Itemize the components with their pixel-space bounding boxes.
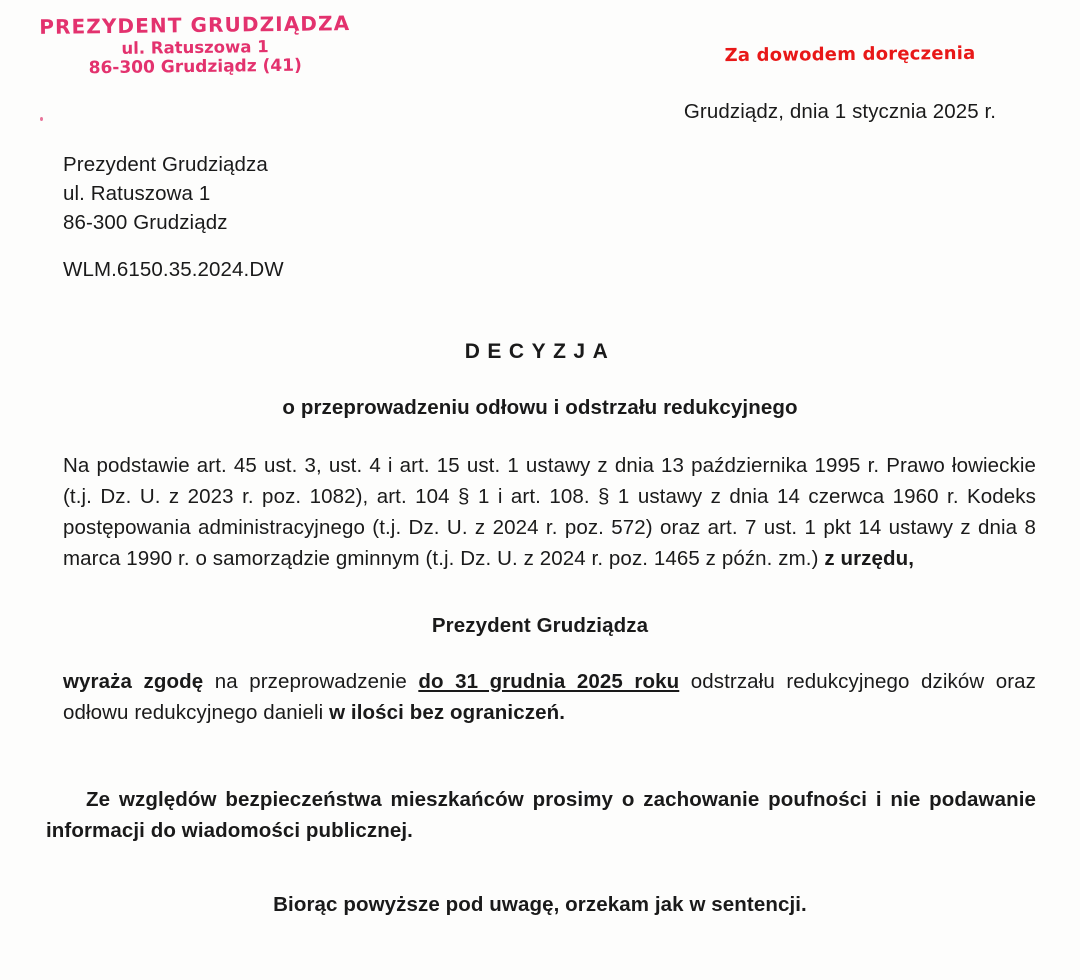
confidentiality-text: Ze względów bezpieczeństwa mieszkańców prosimy o zachowanie poufności i nie podawanie informacji do wiadomości publicznej.: [46, 788, 1036, 842]
decision-paragraph: [63, 666, 1036, 728]
confidentiality-notice: [46, 784, 1036, 846]
office-stamp: [30, 12, 361, 80]
addressee-city: 86-300 Grudziądz: [63, 211, 228, 234]
page-subtitle: o przeprowadzeniu odłowu i odstrzału redukcyjnego: [282, 396, 798, 419]
text-segment: wyraża zgodę: [63, 670, 204, 693]
addressee-name: Prezydent Grudziądza: [63, 153, 268, 176]
text-segment: w ilości bez ograniczeń.: [329, 701, 565, 724]
text-segment: Na podstawie art. 45 ust. 3, ust. 4 i art. 15 ust. 1 ustawy z dnia 13 października 1995 r. Prawo łowieckie (t.j. Dz. U. z 2023 r. poz. 1082), art. 104 § 1 i art. 108. § 1 ustawy z dnia 14 czerwca 1960 r. Kodeks postępowania administracyjnego (t.j. Dz. U. z 2024 r. poz. 572) oraz art. 7 ust. 1 pkt 14 ustawy z dnia 8 marca 1990 r. o samorządzie gminnym (t.j. Dz. U. z 2024 r. poz. 1465 z późn. zm.): [63, 454, 1036, 570]
delivery-confirmation-stamp: Za dowodem doręczenia: [724, 42, 976, 67]
place-and-date: Grudziądz, dnia 1 stycznia 2025 r.: [683, 100, 997, 123]
closing-statement: Biorąc powyższe pod uwagę, orzekam jak w sentencji.: [273, 893, 807, 916]
office-stamp-authority: PREZYDENT GRUDZIĄDZA: [39, 11, 351, 39]
page-title: DECYZJA: [464, 340, 616, 363]
office-stamp-city: 86-300 Grudziądz (41): [88, 56, 302, 79]
office-stamp-street: ul. Ratuszowa 1: [121, 37, 269, 59]
text-segment: odstrzału redukcyjnego dzików oraz odłowu redukcyjnego danieli: [63, 670, 1037, 724]
ink-speck: [40, 117, 43, 121]
text-segment: do 31 grudnia 2025 roku: [418, 670, 680, 693]
text-segment: na przeprowadzenie: [203, 670, 419, 693]
reference-number: WLM.6150.35.2024.DW: [63, 258, 284, 281]
text-segment: z urzędu,: [824, 547, 915, 570]
addressee-block: [63, 150, 268, 237]
legal-basis-paragraph: [63, 450, 1036, 574]
deciding-authority: Prezydent Grudziądza: [431, 614, 649, 637]
addressee-street: ul. Ratuszowa 1: [63, 182, 211, 205]
